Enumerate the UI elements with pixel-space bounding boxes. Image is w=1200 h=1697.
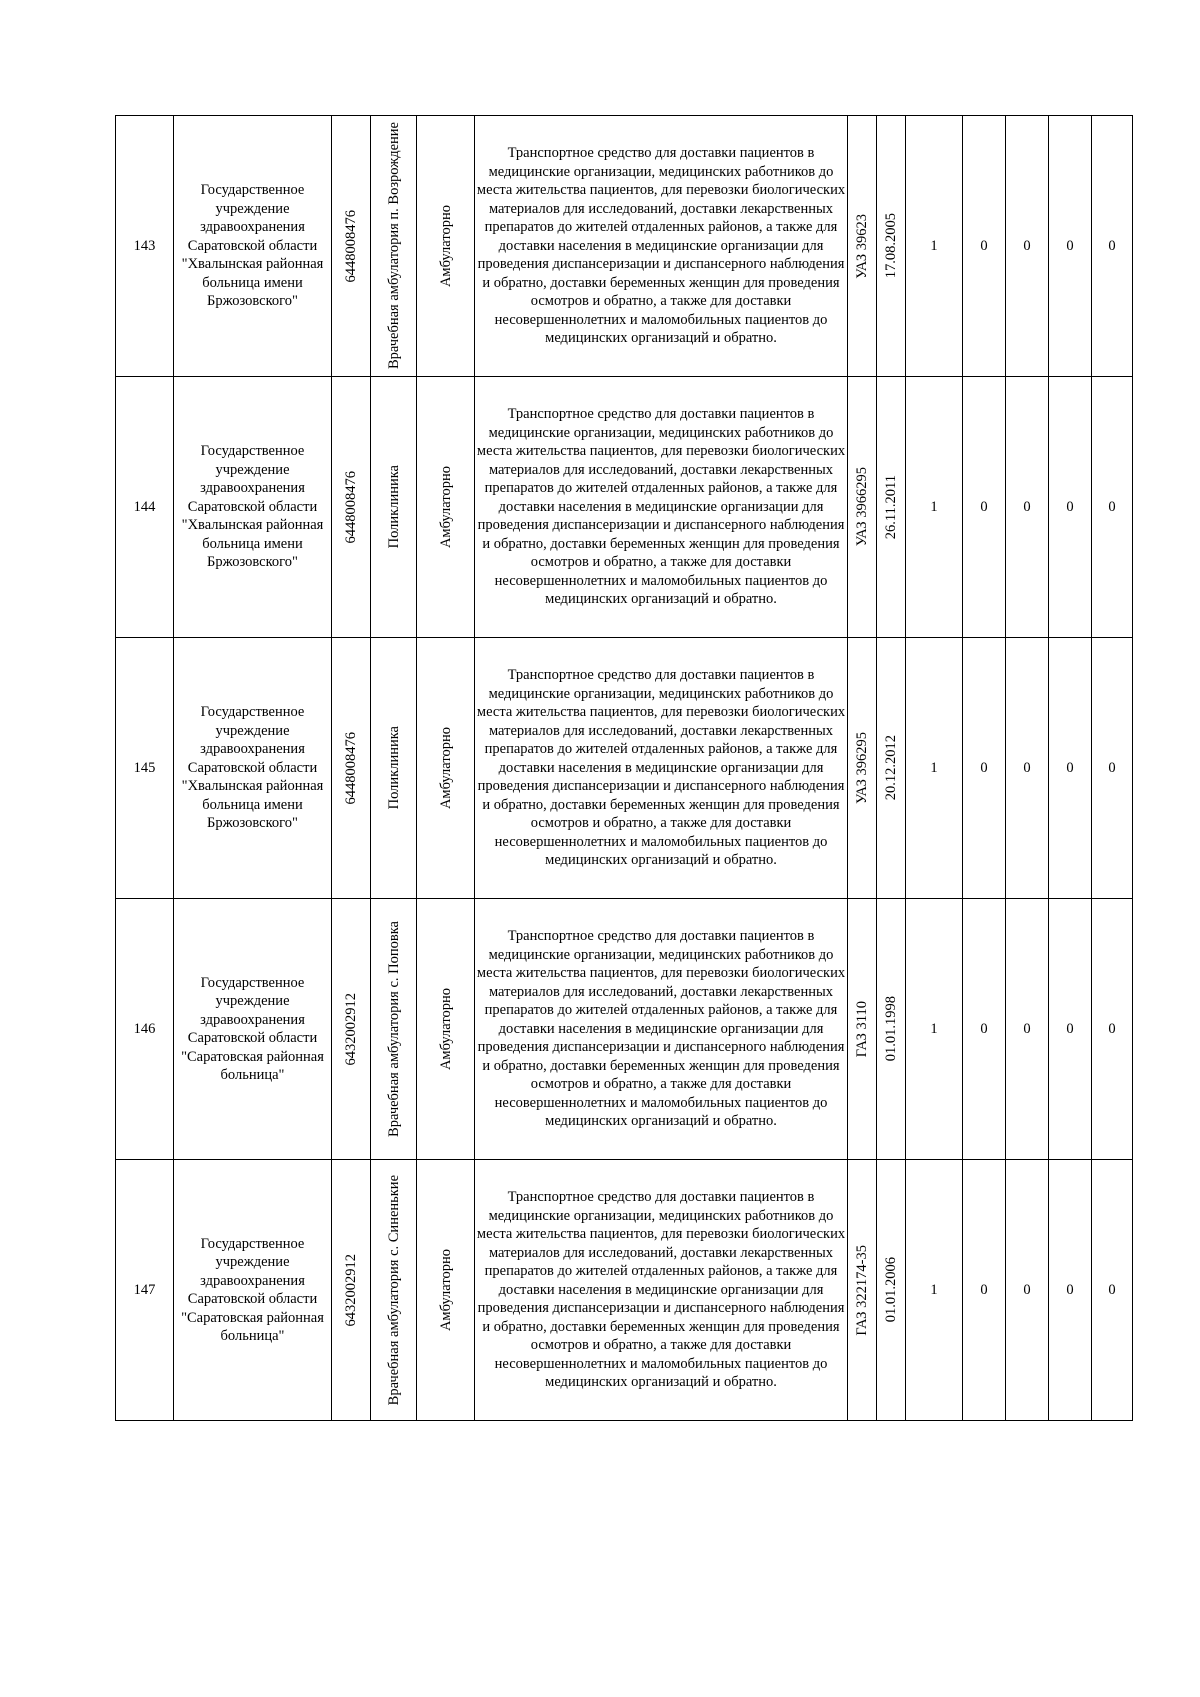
count-cell-3: 0 xyxy=(1006,899,1049,1160)
issue-date: 01.01.1998 xyxy=(883,996,899,1062)
count-cell-1: 1 xyxy=(906,1160,963,1421)
count-cell-4: 0 xyxy=(1049,116,1092,377)
count-cell-2: 0 xyxy=(963,116,1006,377)
unit-name: Врачебная амбулатория с. Поповка xyxy=(385,921,402,1137)
unit-cell xyxy=(371,1160,417,1421)
inn-value: 6432002912 xyxy=(343,1253,359,1327)
date-cell xyxy=(877,116,906,377)
count-cell-3: 0 xyxy=(1006,1160,1049,1421)
count-cell-4: 0 xyxy=(1049,1160,1092,1421)
row-number: 143 xyxy=(116,116,174,377)
organization-name: Государственное учреждение здравоохранения Саратовской области "Саратовская районная больница" xyxy=(174,1160,332,1421)
count-cell-2: 0 xyxy=(963,377,1006,638)
vehicle-model: УАЗ 39623 xyxy=(854,213,870,279)
unit-cell xyxy=(371,899,417,1160)
row-number: 146 xyxy=(116,899,174,1160)
care-mode: Амбулаторно xyxy=(437,987,454,1071)
care-mode: Амбулаторно xyxy=(437,726,454,810)
count-cell-4: 0 xyxy=(1049,899,1092,1160)
vehicle-cell xyxy=(848,377,877,638)
inn-value: 6448008476 xyxy=(343,209,359,283)
inn-cell xyxy=(332,899,371,1160)
care-mode: Амбулаторно xyxy=(437,465,454,549)
vehicle-model: УАЗ 3966295 xyxy=(854,467,870,547)
count-cell-5: 0 xyxy=(1092,116,1133,377)
mode-cell xyxy=(417,638,475,899)
table-row xyxy=(116,1160,1133,1421)
table-row xyxy=(116,638,1133,899)
organization-name: Государственное учреждение здравоохранения Саратовской области "Хвалынская районная больница имени Бржозовского" xyxy=(174,377,332,638)
vehicle-table xyxy=(115,115,1133,1421)
count-cell-3: 0 xyxy=(1006,377,1049,638)
count-cell-3: 0 xyxy=(1006,116,1049,377)
count-cell-1: 1 xyxy=(906,899,963,1160)
unit-cell xyxy=(371,377,417,638)
count-cell-5: 0 xyxy=(1092,899,1133,1160)
row-number: 145 xyxy=(116,638,174,899)
vehicle-purpose: Транспортное средство для доставки пациентов в медицинские организации, медицинских работников до места жительства пациентов, для перевозки биологических материалов для исследований, доставки лекарственных препаратов до жителей отдаленных районов, а также для доставки населения в медицинские организации для проведения диспансеризации и диспансерного наблюдения и обратно, доставки беременных женщин для проведения осмотров и обратно, а также для доставки несовершеннолетних и маломобильных пациентов до медицинских организаций и обратно. xyxy=(475,899,848,1160)
issue-date: 26.11.2011 xyxy=(883,474,899,540)
table-row xyxy=(116,116,1133,377)
unit-name: Поликлиника xyxy=(385,465,402,549)
count-cell-5: 0 xyxy=(1092,377,1133,638)
inn-cell xyxy=(332,638,371,899)
count-cell-4: 0 xyxy=(1049,638,1092,899)
unit-name: Врачебная амбулатория п. Возрождение xyxy=(385,122,402,370)
inn-cell xyxy=(332,116,371,377)
organization-name: Государственное учреждение здравоохранения Саратовской области "Хвалынская районная больница имени Бржозовского" xyxy=(174,638,332,899)
unit-name: Поликлиника xyxy=(385,726,402,810)
vehicle-cell xyxy=(848,1160,877,1421)
count-cell-4: 0 xyxy=(1049,377,1092,638)
count-cell-1: 1 xyxy=(906,116,963,377)
inn-cell xyxy=(332,1160,371,1421)
count-cell-2: 0 xyxy=(963,638,1006,899)
count-cell-5: 0 xyxy=(1092,1160,1133,1421)
organization-name: Государственное учреждение здравоохранения Саратовской области "Хвалынская районная больница имени Бржозовского" xyxy=(174,116,332,377)
date-cell xyxy=(877,1160,906,1421)
table-row xyxy=(116,899,1133,1160)
unit-name: Врачебная амбулатория с. Синенькие xyxy=(385,1174,402,1406)
count-cell-5: 0 xyxy=(1092,638,1133,899)
organization-name: Государственное учреждение здравоохранения Саратовской области "Саратовская районная больница" xyxy=(174,899,332,1160)
issue-date: 17.08.2005 xyxy=(883,213,899,279)
count-cell-3: 0 xyxy=(1006,638,1049,899)
count-cell-2: 0 xyxy=(963,1160,1006,1421)
vehicle-model: ГАЗ 322174-35 xyxy=(854,1244,870,1336)
vehicle-purpose: Транспортное средство для доставки пациентов в медицинские организации, медицинских работников до места жительства пациентов, для перевозки биологических материалов для исследований, доставки лекарственных препаратов до жителей отдаленных районов, а также для доставки населения в медицинские организации для проведения диспансеризации и диспансерного наблюдения и обратно, доставки беременных женщин для проведения осмотров и обратно, а также для доставки несовершеннолетних и маломобильных пациентов до медицинских организаций и обратно. xyxy=(475,377,848,638)
date-cell xyxy=(877,377,906,638)
vehicle-purpose: Транспортное средство для доставки пациентов в медицинские организации, медицинских работников до места жительства пациентов, для перевозки биологических материалов для исследований, доставки лекарственных препаратов до жителей отдаленных районов, а также для доставки населения в медицинские организации для проведения диспансеризации и диспансерного наблюдения и обратно, доставки беременных женщин для проведения осмотров и обратно, а также для доставки несовершеннолетних и маломобильных пациентов до медицинских организаций и обратно. xyxy=(475,638,848,899)
unit-cell xyxy=(371,638,417,899)
inn-value: 6448008476 xyxy=(343,731,359,805)
vehicle-model: ГАЗ 3110 xyxy=(854,1000,870,1058)
date-cell xyxy=(877,638,906,899)
date-cell xyxy=(877,899,906,1160)
care-mode: Амбулаторно xyxy=(437,204,454,288)
vehicle-cell xyxy=(848,638,877,899)
vehicle-purpose: Транспортное средство для доставки пациентов в медицинские организации, медицинских работников до места жительства пациентов, для перевозки биологических материалов для исследований, доставки лекарственных препаратов до жителей отдаленных районов, а также для доставки населения в медицинские организации для проведения диспансеризации и диспансерного наблюдения и обратно, доставки беременных женщин для проведения осмотров и обратно, а также для доставки несовершеннолетних и маломобильных пациентов до медицинских организаций и обратно. xyxy=(475,1160,848,1421)
inn-cell xyxy=(332,377,371,638)
vehicle-model: УАЗ 396295 xyxy=(854,732,870,804)
count-cell-1: 1 xyxy=(906,638,963,899)
issue-date: 01.01.2006 xyxy=(883,1257,899,1323)
row-number: 144 xyxy=(116,377,174,638)
count-cell-2: 0 xyxy=(963,899,1006,1160)
care-mode: Амбулаторно xyxy=(437,1248,454,1332)
inn-value: 6432002912 xyxy=(343,992,359,1066)
mode-cell xyxy=(417,1160,475,1421)
unit-cell xyxy=(371,116,417,377)
table-row xyxy=(116,377,1133,638)
vehicle-cell xyxy=(848,899,877,1160)
inn-value: 6448008476 xyxy=(343,470,359,544)
mode-cell xyxy=(417,116,475,377)
vehicle-cell xyxy=(848,116,877,377)
count-cell-1: 1 xyxy=(906,377,963,638)
issue-date: 20.12.2012 xyxy=(883,735,899,801)
mode-cell xyxy=(417,377,475,638)
vehicle-purpose: Транспортное средство для доставки пациентов в медицинские организации, медицинских работников до места жительства пациентов, для перевозки биологических материалов для исследований, доставки лекарственных препаратов до жителей отдаленных районов, а также для доставки населения в медицинские организации для проведения диспансеризации и диспансерного наблюдения и обратно, доставки беременных женщин для проведения осмотров и обратно, а также для доставки несовершеннолетних и маломобильных пациентов до медицинских организаций и обратно. xyxy=(475,116,848,377)
mode-cell xyxy=(417,899,475,1160)
row-number: 147 xyxy=(116,1160,174,1421)
